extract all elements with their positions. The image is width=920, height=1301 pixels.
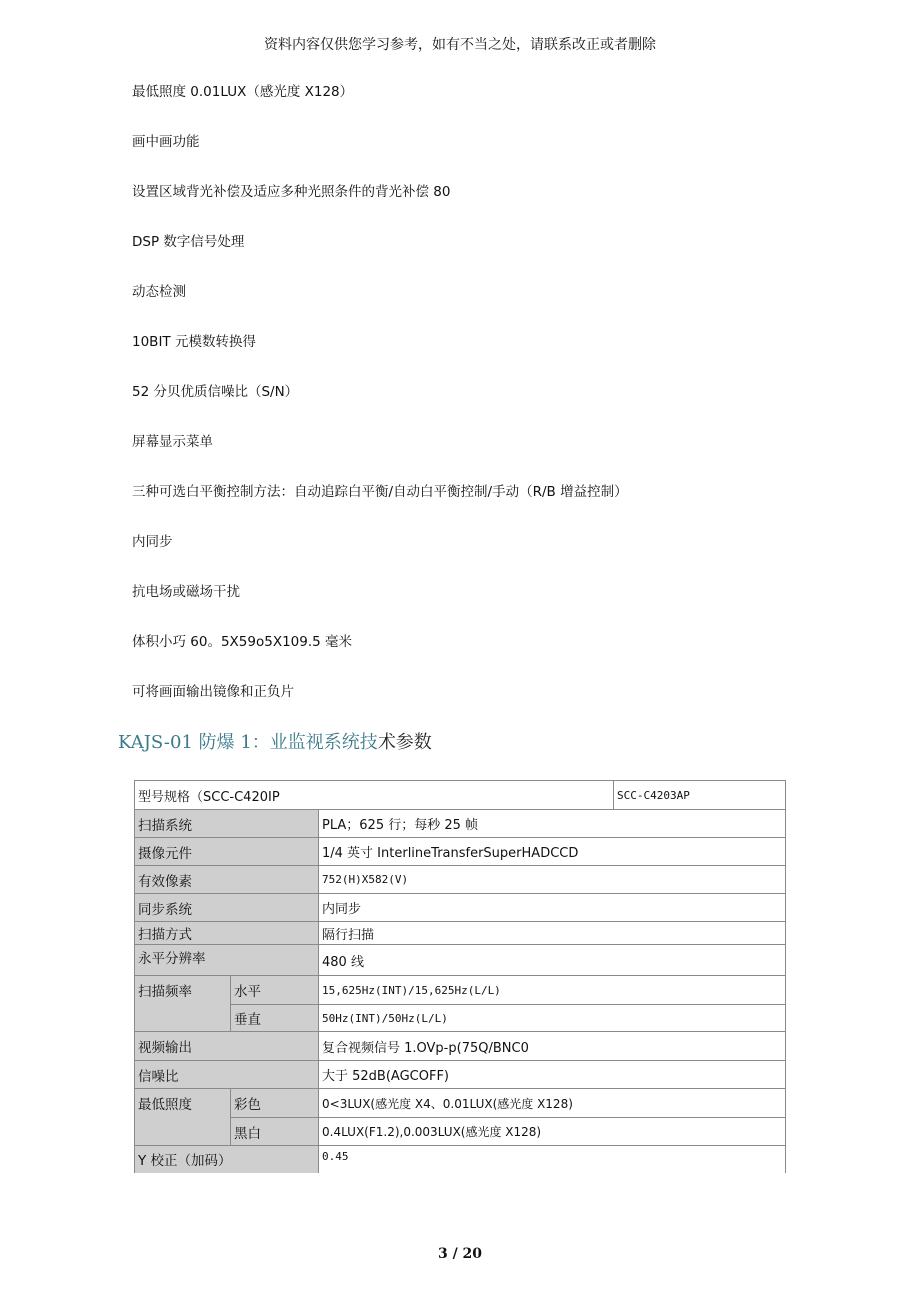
page-number: 3 / 20 [437,1246,483,1262]
feature-item: 52 分贝优质信噪比（S/N） [132,384,299,400]
table-row [135,1032,786,1061]
table-row [135,922,786,945]
feature-item: 屏幕显示菜单 [132,434,213,450]
feature-list [132,80,832,730]
row-label: 最低照度 [135,1089,231,1146]
row-label: 视频输出 [135,1032,319,1061]
table-row [135,976,786,1005]
row-label: Y 校正（加码） [135,1146,319,1173]
feature-item: 可将画面输出镜像和正负片 [132,684,294,700]
row-value: 50Hz(INT)/50Hz(L/L) [319,1005,786,1032]
table-row [135,1061,786,1089]
feature-item: 抗电场或磁场干扰 [132,584,240,600]
row-sublabel: 水平 [231,976,319,1005]
row-value: 内同步 [319,894,786,922]
model-alt-cell [614,781,786,810]
feature-item: 最低照度 0.01LUX（感光度 X128） [132,84,354,100]
feature-item: 内同步 [132,534,173,550]
section-title-part1: KAJS-01 防爆 1：业监视系统技 [118,732,378,753]
row-label: 信噪比 [135,1061,319,1089]
table-row [135,810,786,838]
section-title-part2: 术参数 [377,732,432,753]
row-value: 隔行扫描 [319,922,786,945]
row-value: 1/4 英寸 InterlineTransferSuperHADCCD [319,838,786,866]
table-row [135,894,786,922]
spec-table [134,780,786,1173]
row-label: 扫描系统 [135,810,319,838]
feature-item: 设置区域背光补偿及适应多种光照条件的背光补偿 80 [132,184,451,200]
row-label: 永平分辨率 [135,945,319,976]
model-label-cell [135,781,614,810]
model-label: 型号规格（SCC-C420IP [138,789,280,805]
row-value: 复合视频信号 1.OVp-p(75Q/BNC0 [319,1032,786,1061]
table-row [135,781,786,810]
table-row [135,945,786,976]
feature-item: 三种可选白平衡控制方法：自动追踪白平衡/自动白平衡控制/手动（R/B 增益控制） [132,484,628,500]
table-row [135,866,786,894]
table-row [135,1118,786,1146]
row-value: 0.4LUX(F1.2),0.003LUX(感光度 X128) [319,1118,786,1146]
row-value: 0.45 [319,1146,786,1173]
section-title [118,728,432,754]
table-row [135,1089,786,1118]
row-value: 15,625Hz(INT)/15,625Hz(L/L) [319,976,786,1005]
row-value: 0<3LUX(感光度 X4、0.01LUX(感光度 X128) [319,1089,786,1118]
row-label: 扫描方式 [135,922,319,945]
feature-item: 动态检测 [132,284,186,300]
table-row [135,1005,786,1032]
feature-item: 10BIT 元模数转换得 [132,334,256,350]
row-sublabel: 彩色 [231,1089,319,1118]
row-label: 摄像元件 [135,838,319,866]
row-label: 扫描频率 [135,976,231,1032]
row-value: 752(H)X582(V) [319,866,786,894]
page-header-note: 资料内容仅供您学习参考，如有不当之处，请联系改正或者删除 [264,37,656,53]
row-label: 同步系统 [135,894,319,922]
row-label: 有效像素 [135,866,319,894]
row-sublabel: 垂直 [231,1005,319,1032]
row-value: PLA；625 行；每秒 25 帧 [319,810,786,838]
table-row [135,838,786,866]
row-value: 480 线 [319,945,786,976]
table-row [135,1146,786,1173]
feature-item: 体积小巧 60。5X59o5X109.5 毫米 [132,634,353,650]
model-alt: SCC-C4203AP [617,788,690,802]
feature-item: DSP 数字信号处理 [132,234,245,250]
row-sublabel: 黑白 [231,1118,319,1146]
row-value: 大于 52dB(AGCOFF) [319,1061,786,1089]
feature-item: 画中画功能 [132,134,200,150]
